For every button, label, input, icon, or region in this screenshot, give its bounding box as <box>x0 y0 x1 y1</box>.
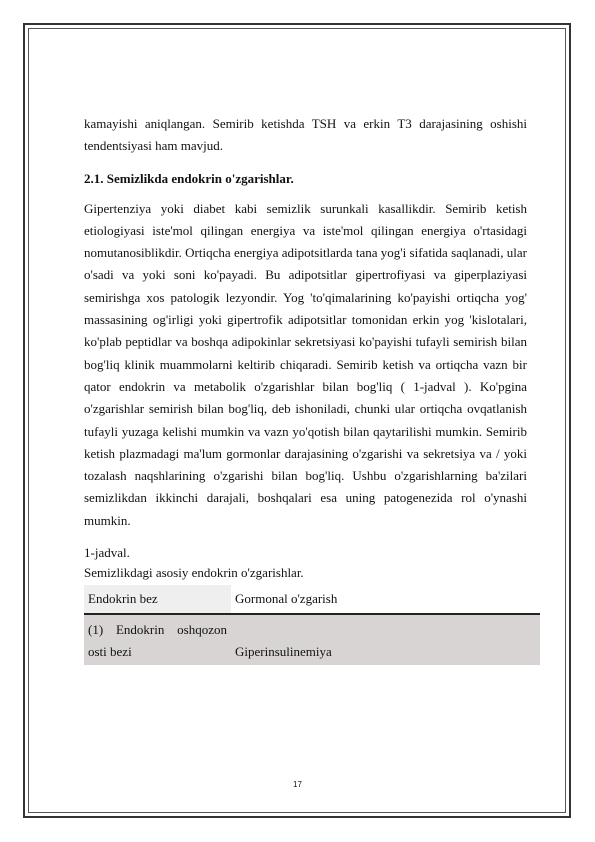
endocrine-changes-table <box>84 585 540 665</box>
gland-line-2: osti bezi <box>88 644 132 660</box>
table-cell-gland <box>84 614 231 665</box>
main-paragraph: Gipertenziya yoki diabet kabi semizlik surunkali kasallikdir. Semirib ketish etiologiyasi iste'mol qilingan energiya va iste'mol qilingan energiya o'rtasidagi nomutanosiblikdir. Ortiqcha energiya adipotsitlarda tana yog'i sifatida saqlanadi, ular o'sadi va yoki soni ko'payadi. Bu adipotsitlar gipertrofiyasi va giperplaziyasi semirishga xos patologik lezyondir. Yog 'to'qimalarining ko'payishi ortiqcha yog' massasining og'irligi yoki gipertrofik adipotsitlar tomonidan erkin yog 'kislotalari, ko'plab peptidlar va boshqa adipokinlar sekretsiyasi ko'payishi tufayli semirish bilan bog'liq klinik muammolarni keltirib chiqaradi. Semirib ketish va ortiqcha vazn bir qator endokrin va metabolik o'zgarishlar bilan bog'liq ( 1-jadval ). Ko'pgina o'zgarishlar semirish bilan bog'liq, deb ishoniladi, chunki ular ortiqcha ovqatlanish tufayli yuzaga kelishi mumkin va vazn yo'qotish bilan qaytarilishi mumkin. Semirib ketish plazmadagi ma'lum gormonlar darajasining o'zgarishi va sekretsiya va / yoki tozalash naqshlarining o'zgarishi bilan bog'liq. Ushbu o'zgarishlarning ba'zilari semizlikdan ikkinchi darajali, boshqalari esa uning patogenezida rol o'ynashi mumkin. <box>84 200 527 528</box>
hormonal-change-value: Giperinsulinemiya <box>235 644 332 660</box>
intro-paragraph: kamayishi aniqlangan. Semirib ketishda TSH va erkin T3 darajasining oshishi tendentsiyasi ham mavjud. <box>84 116 527 154</box>
table-cell-change <box>231 614 540 665</box>
table-header-row <box>84 585 540 614</box>
table-row <box>84 614 540 665</box>
document-body <box>84 113 527 665</box>
gland-line-1: (1) Endokrin oshqozon <box>88 622 227 638</box>
table-header-gland: Endokrin bez <box>84 585 231 614</box>
section-heading: 2.1. Semizlikda endokrin o'zgarishlar. <box>84 170 294 186</box>
table-header-change: Gormonal o'zgarish <box>231 585 540 614</box>
table-label: 1-jadval. <box>84 545 130 561</box>
page-number: 17 <box>293 780 302 789</box>
table-caption: Semizlikdagi asosiy endokrin o'zgarishlar. <box>84 564 304 580</box>
